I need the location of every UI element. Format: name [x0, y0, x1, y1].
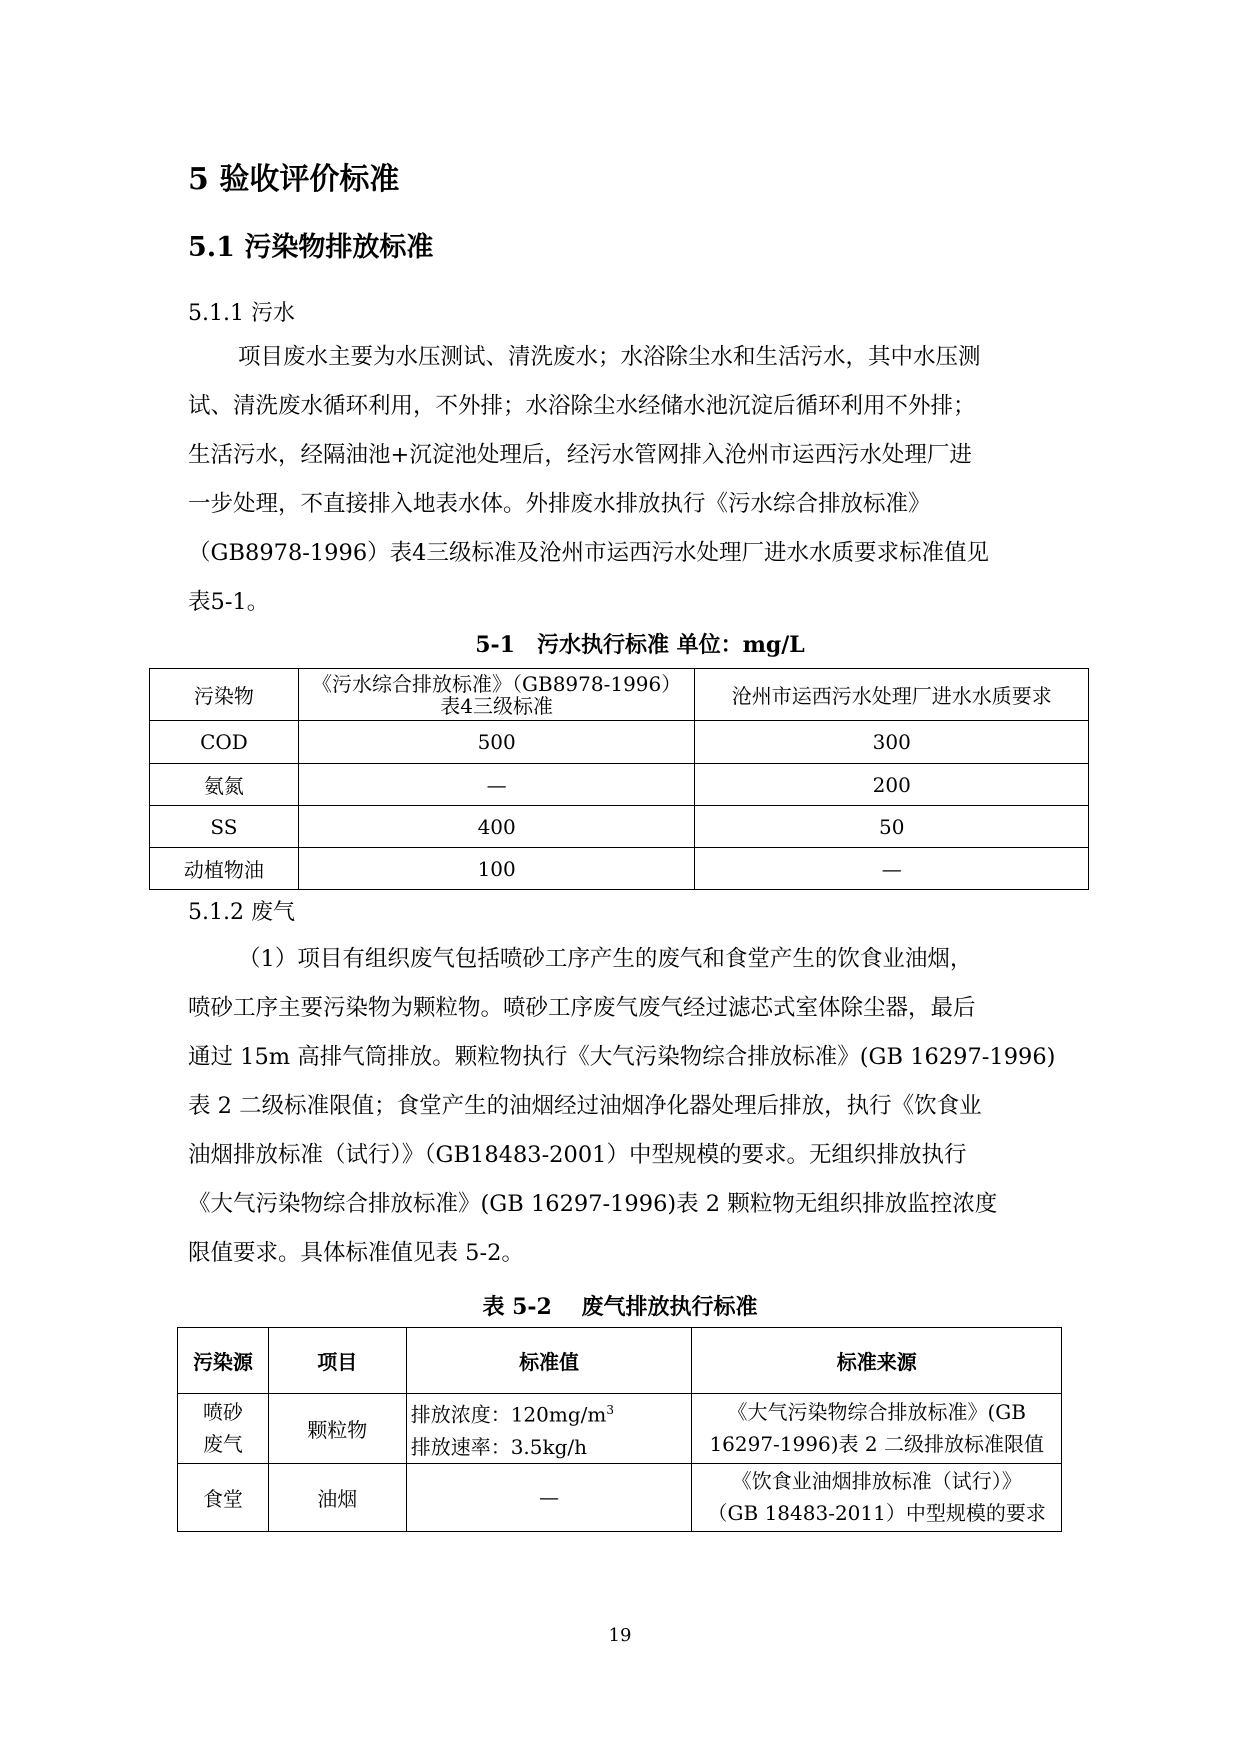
table-cell: SS	[150, 806, 299, 848]
table-row	[178, 1394, 1062, 1464]
table-cell: 200	[695, 764, 1089, 806]
table-header-cell: 《污水综合排放标准》（GB8978-1996） 表4三级标准	[298, 669, 695, 721]
table-header-cell: 标准来源	[692, 1328, 1062, 1394]
paragraph-line: 生活污水，经隔油池+沉淀池处理后，经污水管网排入沧州市运西污水处理厂进	[188, 442, 972, 468]
table-cell: 300	[695, 721, 1089, 764]
wastewater-paragraph	[188, 333, 1058, 627]
subsection-heading-wastewater: 5.1.1 污水	[188, 301, 295, 326]
table-header-cell: 项目	[268, 1328, 406, 1394]
table-header-cell: 污染物	[150, 669, 299, 721]
table-cell: —	[406, 1463, 692, 1531]
table-cell: 氨氮	[150, 764, 299, 806]
chapter-heading: 5 验收评价标准	[188, 162, 400, 197]
table-cell: 排放浓度：$120mg/m^3$ 排放速率：3.5kg/h	[406, 1394, 692, 1464]
section-heading: 5.1 污染物排放标准	[188, 232, 434, 263]
paragraph-line: 一步处理，不直接排入地表水体。外排废水排放执行《污水综合排放标准》	[188, 491, 931, 517]
subsection-heading-exhaust: 5.1.2 废气	[188, 900, 295, 925]
table-cell: 动植物油	[150, 848, 299, 890]
page-number: 19	[608, 1625, 632, 1646]
table-header-cell: 污染源	[178, 1328, 269, 1394]
table-header-cell: 标准值	[406, 1328, 692, 1394]
table-row	[150, 721, 1089, 764]
exhaust-paragraph	[188, 935, 1058, 1278]
exhaust-standards-table	[177, 1327, 1062, 1532]
paragraph-line: 表5-1。	[188, 589, 270, 615]
table-cell: 《饮食业油烟排放标准（试行）》 （GB 18483-2011）中型规模的要求	[692, 1463, 1062, 1531]
table-cell: 100	[298, 848, 695, 890]
table-cell: COD	[150, 721, 299, 764]
table-row	[150, 848, 1089, 890]
table-row	[178, 1463, 1062, 1531]
table-cell: 喷砂 废气	[178, 1394, 269, 1464]
paragraph-line: （GB8978-1996）表4三级标准及沧州市运西污水处理厂进水水质要求标准值见	[188, 540, 989, 566]
table1-caption: 5-1 污水执行标准 单位：mg/L	[475, 632, 805, 658]
paragraph-line: 试、清洗废水循环利用，不外排；水浴除尘水经储水池沉淀后循环利用不外排；	[188, 393, 976, 419]
paragraph-line: （1）项目有组织废气包括喷砂工序产生的废气和食堂产生的饮食业油烟，	[238, 946, 973, 972]
table-cell: 油烟	[268, 1463, 406, 1531]
table-cell: 500	[298, 721, 695, 764]
table-cell: —	[298, 764, 695, 806]
table-header-row	[178, 1328, 1062, 1394]
table-header-row	[150, 669, 1089, 721]
table-cell: 400	[298, 806, 695, 848]
table2-caption: 表 5-2 废气排放执行标准	[482, 1294, 758, 1320]
paragraph-line: 限值要求。具体标准值见表 5-2。	[188, 1240, 524, 1266]
table-header-cell: 沧州市运西污水处理厂进水水质要求	[695, 669, 1089, 721]
paragraph-line: 通过 15m 高排气筒排放。颗粒物执行《大气污染物综合排放标准》(GB 16297-1996)	[188, 1044, 1056, 1070]
table-cell: 颗粒物	[268, 1394, 406, 1464]
table-row	[150, 764, 1089, 806]
paragraph-line: 项目废水主要为水压测试、清洗废水；水浴除尘水和生活污水，其中水压测	[238, 344, 981, 370]
table-cell: 50	[695, 806, 1089, 848]
table-cell: 《大气污染物综合排放标准》(GB 16297-1996)表 2 二级排放标准限值	[692, 1394, 1062, 1464]
paragraph-line: 油烟排放标准（试行）》（GB18483-2001）中型规模的要求。无组织排放执行	[188, 1142, 967, 1168]
table-cell: —	[695, 848, 1089, 890]
paragraph-line: 喷砂工序主要污染物为颗粒物。喷砂工序废气废气经过滤芯式室体除尘器，最后	[188, 995, 976, 1021]
table-cell: 食堂	[178, 1463, 269, 1531]
table-row	[150, 806, 1089, 848]
paragraph-line: 《大气污染物综合排放标准》(GB 16297-1996)表 2 颗粒物无组织排放监控浓度	[188, 1191, 998, 1217]
paragraph-line: 表 2 二级标准限值；食堂产生的油烟经过油烟净化器处理后排放，执行《饮食业	[188, 1093, 982, 1119]
wastewater-standards-table	[149, 668, 1089, 890]
